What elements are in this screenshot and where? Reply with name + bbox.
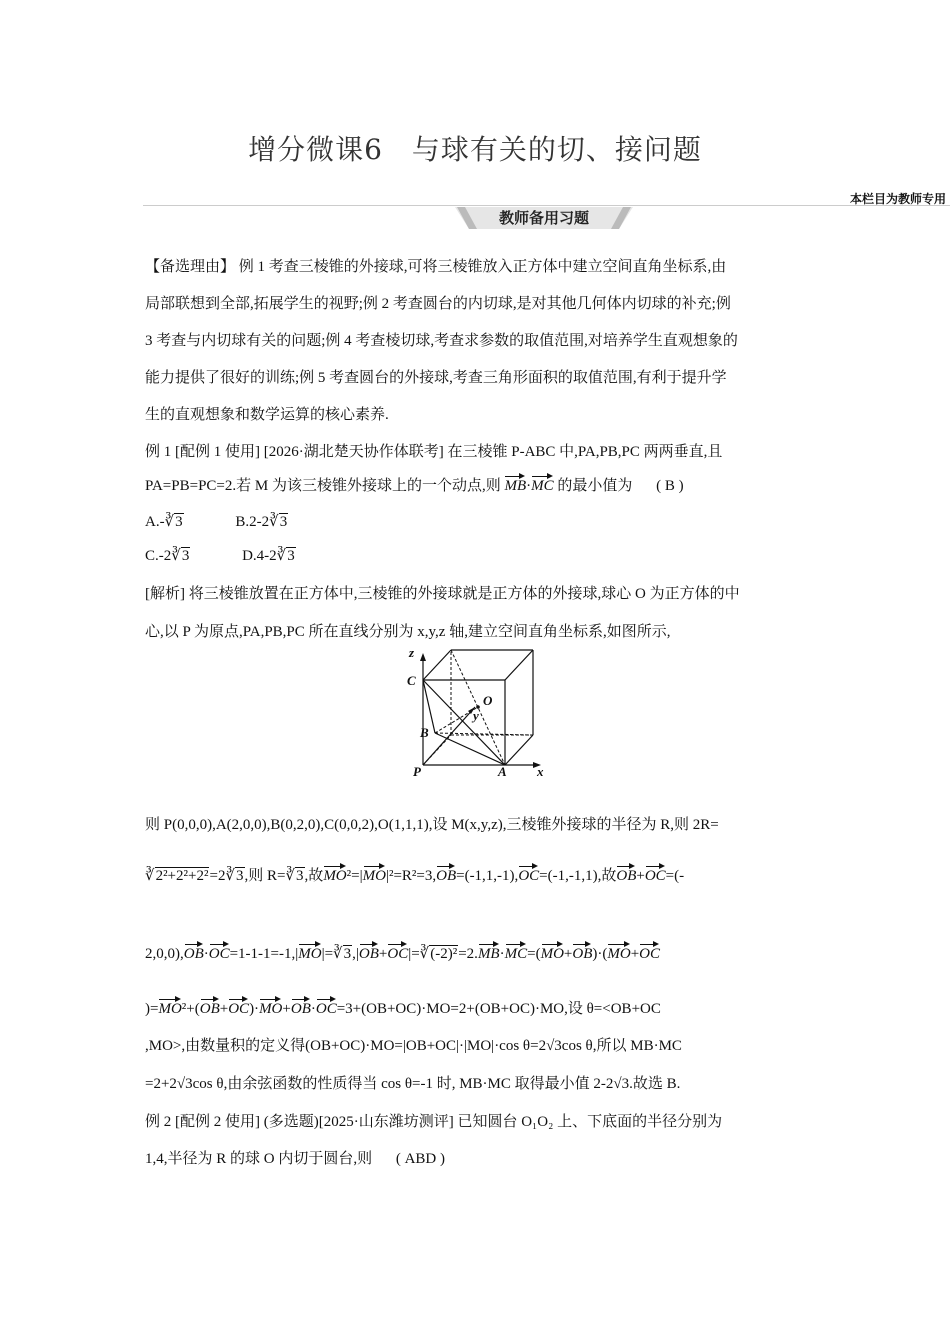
point-label-b: B — [420, 725, 429, 740]
teacher-only-tag: 本栏目为教师专用 — [849, 192, 946, 206]
example-2-stem-2 — [145, 1147, 445, 1168]
option-c: C.-2∛3 — [145, 548, 190, 564]
solution-line-1: 则 P(0,0,0),A(2,0,0),B(0,2,0),C(0,0,2),O(1,1,1),设 M(x,y,z),三棱锥外接球的半径为 R,则 2R= — [145, 817, 719, 833]
reason-line-2: 局部联想到全部,拓展学生的视野;例 2 考查圆台的内切球,是对其他几何体内切球的补充;例 — [145, 296, 731, 312]
axis-label-x: x — [537, 764, 544, 779]
options-row-2 — [145, 546, 296, 565]
solution-line-5: ,MO>,由数量积的定义得(OB+OC)·MO=|OB+OC|·|MO|·cos θ=2√3cos θ,所以 MB·MC — [145, 1038, 682, 1054]
analysis-line-1: [解析] 将三棱锥放置在正方体中,三棱锥的外接球就是正方体的外接球,球心 O 为正方体的中 — [145, 586, 740, 602]
stem-text-2: 的最小值为 — [557, 478, 633, 494]
stem-text: 1,4,半径为 R 的球 O 内切于圆台,则 — [145, 1151, 373, 1167]
point-label-c: C — [407, 673, 416, 688]
example-1-stem-2: PA=PB=PC=2.若 M 为该三棱锥外接球上的一个动点,则 MB·MC 的最小值为 ( B ) — [145, 472, 684, 495]
page-title: 增分微课6 与球有关的切、接问题 — [248, 133, 702, 166]
point-label-a: A — [498, 764, 507, 779]
point-label-p: P — [413, 764, 421, 779]
axis-label-z: z — [409, 645, 415, 660]
option-b: B.2-2∛3 — [235, 514, 288, 530]
header-divider — [143, 205, 950, 206]
reason-line-4: 能力提供了很好的训练;例 5 考查圆台的外接球,考查三角形面积的取值范围,有利于提升学 — [145, 370, 727, 386]
solution-line-3: 2,0,0),OB·OC=1-1-1=-1,|MO|=∛3,|OB+OC|=∛(-2)²=2.MB·MC=(MO+OB)·(MO+OC — [145, 940, 660, 963]
solution-line-4: )=MO²+(OB+OC)·MO+OB·OC=3+(OB+OC)·MO=2+(OB+OC)·MO,设 θ=<OB+OC — [145, 995, 661, 1018]
cube-diagram — [405, 645, 555, 780]
stem-text: PA=PB=PC=2.若 M 为该三棱锥外接球上的一个动点,则 — [145, 478, 501, 494]
vector-mb: MB — [504, 472, 526, 495]
reason-label: 【备选理由】 — [145, 257, 236, 275]
option-a: A.-∛3 — [145, 514, 183, 530]
solution-line-2: ∛2²+2²+2²=2∛3,则 R=∛3,故MO²=|MO|²=R²=3,OB=(-1,1,-1),OC=(-1,-1,1),故OB+OC=(- — [145, 862, 684, 885]
reason-text: 例 1 考查三棱锥的外接球,可将三棱锥放入正方体中建立空间直角坐标系,由 — [238, 259, 727, 275]
analysis-line-2: 心,以 P 为原点,PA,PB,PC 所在直线分别为 x,y,z 轴,建立空间直角坐标系,如图所示, — [145, 624, 671, 640]
options-row-1 — [145, 512, 288, 531]
reason-line-1 — [145, 255, 726, 276]
example-1-stem: 例 1 [配例 1 使用] [2026·湖北楚天协作体联考] 在三棱锥 P-ABC 中,PA,PB,PC 两两垂直,且 — [145, 444, 723, 460]
answer: ( B ) — [656, 478, 684, 494]
option-d: D.4-2∛3 — [242, 548, 295, 564]
vector-mc: MC — [531, 472, 554, 495]
point-label-o: O — [483, 693, 493, 708]
example-2-stem: 例 2 [配例 2 使用] (多选题)[2025·山东潍坊测评] 已知圆台 O₁O₂ 上、下底面的半径分别为 — [145, 1114, 723, 1130]
axis-label-y: y — [473, 708, 479, 723]
reason-line-5: 生的直观想象和数学运算的核心素养. — [145, 407, 389, 423]
answer: ( ABD ) — [395, 1151, 446, 1167]
solution-line-6: =2+2√3cos θ,由余弦函数的性质得当 cos θ=-1 时, MB·MC 取得最小值 2-2√3.故选 B. — [145, 1076, 681, 1092]
section-banner: 教师备用习题 — [498, 209, 589, 227]
reason-line-3: 3 考查与内切球有关的问题;例 4 考查棱切球,考查求参数的取值范围,对培养学生直观想象的 — [145, 333, 738, 349]
